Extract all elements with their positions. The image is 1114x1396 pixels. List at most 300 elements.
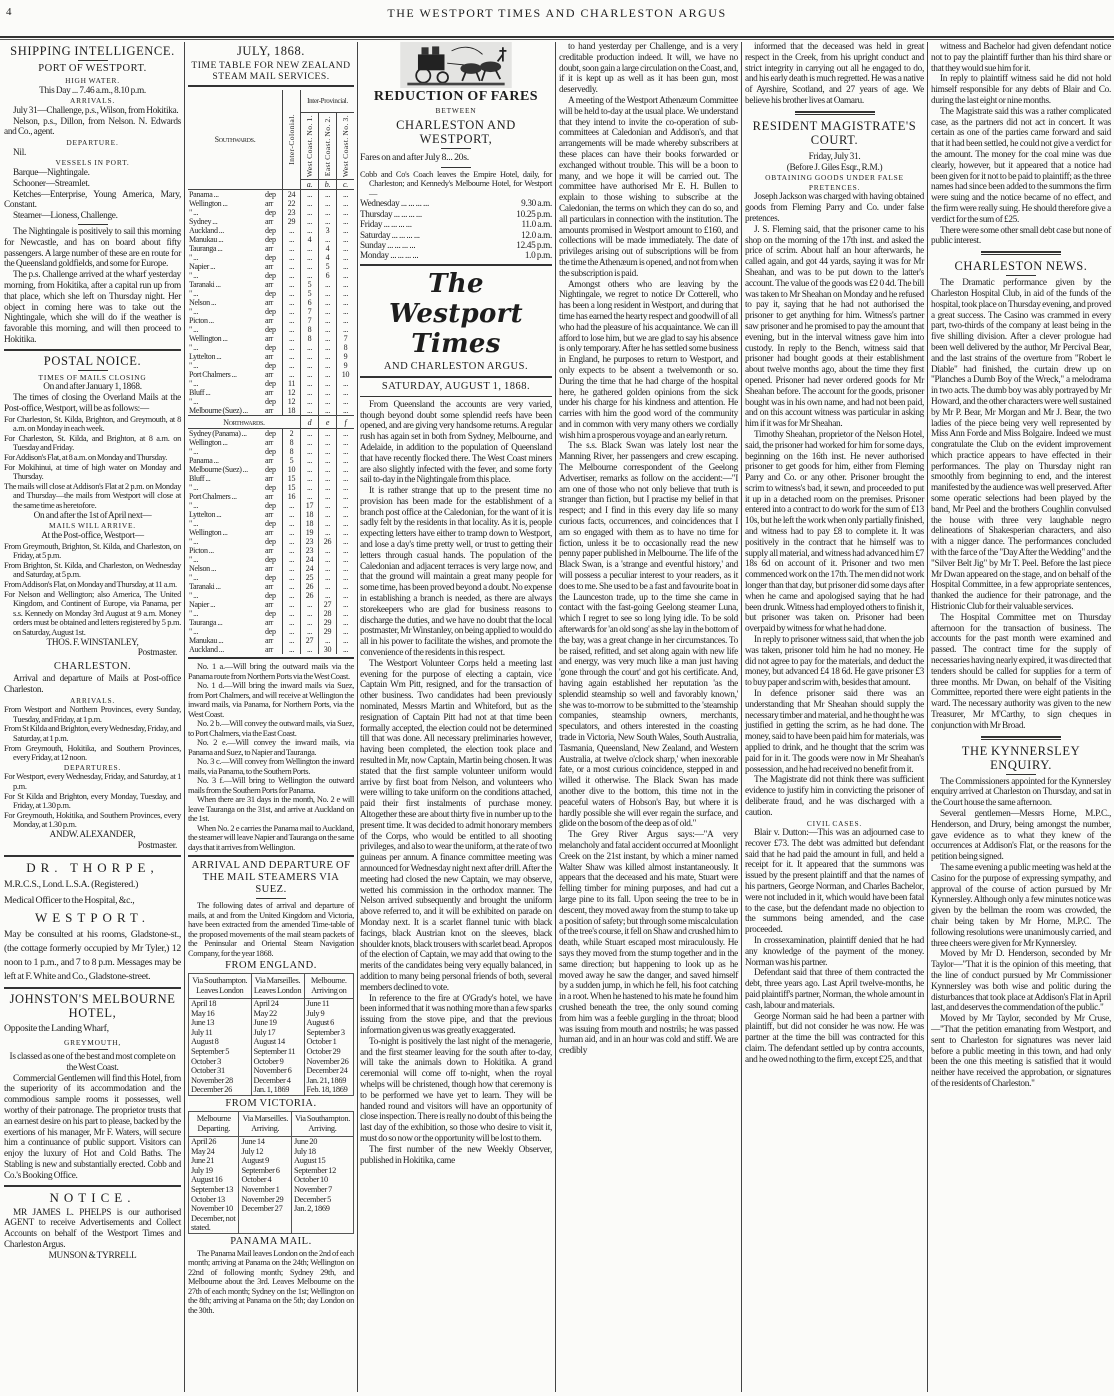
day-value: ...: [301, 456, 319, 465]
paragraph: The same evening a public meeting was held at the Casino for the purpose of expressing sympathy, and approval of the course of action pursued by Mr Kynnersley. Although only a few minutes notice was given by the bellman the room was crowded, the chair being taken by Mr Horne, M.P.C. The following resolutions were unanimously carried, and three cheers were given for Mr Kynnersley.: [931, 862, 1111, 949]
arr-dep: dep: [265, 627, 276, 636]
day-value: ...: [301, 379, 319, 388]
paragraph: The p.s. Challenge arrived at the wharf yesterday morning, from Hokitika, after a capital run up from that place, which she left on Thursday night. Her object in coming here was to take out the Nightingale, which she will do if the weather is favorable this morning, and will then proceed to Hokitika.: [4, 270, 181, 345]
paragraph: The Westport Volunteer Corps held a meeting last evening for the purpose of electing a captain, vice Captain Wm Pitt, resigned, and for the transaction of other business. Two candidates had been previously nominated, Messrs Martin and Whiteford, but as the resignation of Captain Pitt had not at that time been formally accepted, the election could not be determined till that was done. All necessary preliminaries however, having been completed, the election took place and resulted in Mr, now Captain, Martin being chosen. It was stated that the first sample volunteer uniform would arrive by first boat from Nelson, and volunteers who were willing to take uniform on the conditions attached, paid their first instalments of purchase money. Altogether these are about thirty five in number up to the present time. It was decided to admit honorary members of the Corps, who would be entitled to all shooting privileges, and also to wear the uniform, at the rate of two guineas per annum. A finance committee meeting was announced for Wednesday night next after drill. After the meeting had closed the new Captain, we may observe, wetted his commission in the orthodox manner. The Nelson arrived subsequently and brought the uniform above referred to, and it will be exhibited on parade on Monday next. It is a scarlet flannel tunic with black facings, black Austrian knot on the sleeves, black shoulder knots, black trousers with scarlet bead. Apropos of the election of Captain, we may add that owing to the merits of the candidates being very equally balanced, in addition to many being personal friends of both, several members declined to vote.: [360, 658, 552, 993]
date-entry: August 16: [191, 1175, 223, 1185]
port-name: " ...: [189, 253, 199, 262]
port-name: " ...: [189, 573, 199, 582]
day-value: ...: [337, 397, 355, 406]
day-value: 6: [301, 298, 319, 307]
ad-heading: REDUCTION OF FARES: [373, 89, 539, 104]
day-value: ...: [301, 474, 319, 483]
divider: [820, 149, 850, 150]
date-entry: November 1: [241, 1184, 280, 1194]
timetable-row: [188, 600, 354, 609]
port-name: " ...: [189, 343, 199, 352]
paragraph: Schooner—Streamlet.: [13, 178, 90, 189]
timetable-row: [188, 465, 354, 474]
date-entry: November 6: [253, 1066, 292, 1076]
port-name: " ...: [189, 483, 199, 492]
port-name: Panama ...: [189, 190, 219, 199]
timetable-row: [188, 456, 354, 465]
day-value: ...: [301, 600, 319, 609]
day-value: 16: [283, 492, 301, 501]
column-divider: [357, 42, 358, 1392]
dates-column-head: Via Southampton. Leaves London: [189, 974, 252, 999]
paragraph: A meeting of the Westport Athenæum Committee will be held to-day at the usual place. We understand that they intend to invite the co-operation of sub-committees at Caledonian and Addison's, and that arrangements will be made whereby subscribers at these places can have their books forwarded or exchanged without trouble. This will be a boon to many, and we hope it will be carried out. The committee have authorised Mr E. H. Bullen to explain to those wishing to subscribe at the Caledonian, the terms on which they can do so, and all particulars in connection with the institution. The amounts promised in Westport amount to £160, and collections will be made immediately. The date of privileges arising out of subscriptions will be from the time the Athenæum is opened, and not from when the subscription is paid.: [559, 95, 738, 279]
divider: [1006, 774, 1036, 775]
date-entry: June 20: [293, 1136, 318, 1146]
column-divider: [741, 42, 742, 1392]
timetable-row: [188, 208, 354, 217]
timetable-title: TIME TABLE FOR NEW ZEALAND STEAM MAIL SERVICES.: [191, 60, 351, 82]
timetable-row: [188, 253, 354, 262]
section-heading: CHARLESTON AND WESTPORT,: [396, 117, 516, 146]
divider: [78, 60, 108, 61]
ad-text: Opposite the Landing Wharf,: [4, 1022, 109, 1034]
day-value: ...: [337, 280, 355, 289]
day-value: ...: [301, 429, 319, 439]
day-value: ...: [337, 325, 355, 334]
divider: [188, 855, 354, 857]
list-entry: For Mokihinui, at time of high water on Monday and Thursday.: [4, 462, 181, 482]
day-value: 22: [283, 199, 301, 208]
day-value: ...: [283, 582, 301, 591]
date-entry: June 14: [241, 1136, 265, 1146]
day-value: ...: [319, 582, 337, 591]
paragraph: The Magistrate did not think there was sufficient evidence to justify him in convicting the prisoner of deliberate fraud, and he was discharged with a caution.: [745, 775, 924, 818]
day-value: ...: [283, 316, 301, 325]
small-caps-label: ARRIVALS.: [69, 695, 116, 705]
dates-body-row: [189, 999, 354, 1096]
day-value: ...: [319, 343, 337, 352]
arr-dep: arr: [265, 334, 273, 343]
list-entry: From Greymouth, Hokitika, and Southern Provinces, every Friday, at 12 noon.: [4, 743, 181, 763]
day-value: ...: [301, 645, 319, 654]
header-rule: [0, 36, 1114, 40]
port-name: Napier ...: [189, 600, 216, 609]
day-value: ...: [283, 289, 301, 298]
day-value: 30: [319, 645, 337, 654]
date-entry: June 21: [191, 1156, 215, 1166]
day-value: 5: [301, 280, 319, 289]
day-value: ...: [319, 510, 337, 519]
column-label: East Coast. No. 2.: [323, 115, 332, 177]
paragraph: No. 2 b.—Will convey the outward mails, via Suez, to Port Chalmers, via the East Coast.: [188, 719, 354, 738]
arr-dep: dep: [265, 465, 276, 474]
port-name: " ...: [189, 627, 199, 636]
day-value: ...: [337, 591, 355, 600]
timetable-row: [188, 217, 354, 226]
divider: [4, 855, 181, 857]
date-entry: August 9: [241, 1156, 269, 1166]
paragraph: July 31—Challenge, p.s., Wilson, from Hokitika.: [13, 105, 179, 116]
day-value: 15: [283, 474, 301, 483]
day-value: ...: [301, 361, 319, 370]
service-head: [337, 113, 355, 180]
paragraph: Defendant said that three of them contracted the debt, three years ago. Last April twelve-months, he paid plaintiff's partner, Norman, the whole amount in cash, labour and materials.: [745, 968, 924, 1011]
day-value: ...: [337, 546, 355, 555]
day-value: ...: [337, 262, 355, 271]
divider: [78, 370, 108, 371]
service-letter: e: [319, 416, 337, 429]
signature-line: Postmaster.: [137, 840, 177, 851]
arr-dep: arr: [265, 406, 273, 415]
day-value: ...: [319, 555, 337, 564]
arr-dep: arr: [265, 280, 273, 289]
timetable-row: [188, 352, 354, 361]
date-entry: December, not stated.: [191, 1213, 236, 1233]
paragraph: In reference to the fire at O'Grady's hotel, we have been informed that it was nothing more than a few sparks issuing from the stove pipe, and that the previous information given us was greatly exaggerated.: [360, 993, 552, 1036]
paragraph: No. 2 e.—Will convey the inward mails, via Panama and Suez, to Napier and Tauranga.: [188, 738, 354, 757]
arr-dep: dep: [265, 343, 276, 352]
day-value: 26: [301, 591, 319, 600]
port-name: " ...: [189, 447, 199, 456]
day-value: 9: [337, 352, 355, 361]
port-name: " ...: [189, 501, 199, 510]
day-value: ...: [319, 325, 337, 334]
paragraph: The following dates of arrival and departure of mails, at and from the United Kingdom and Victoria, have been extracted from the amended Time-table of the proposed movements of the mail steam packets of the Peninsular and Oriental Steam Navigation Company, for the year 1868.: [188, 901, 354, 958]
date-entry: August 8: [191, 1037, 219, 1047]
day-value: ...: [319, 217, 337, 226]
timetable-row: [188, 370, 354, 379]
day-value: ...: [283, 519, 301, 528]
port-name: Picton ...: [189, 546, 214, 555]
port-name: " ...: [189, 537, 199, 546]
date-entry: November 7: [293, 1184, 333, 1194]
day-value: 12: [283, 397, 301, 406]
date-entry: May 22: [253, 1008, 277, 1018]
day-value: ...: [337, 289, 355, 298]
port-name: Napier ...: [189, 262, 216, 271]
day-value: 23: [301, 537, 319, 546]
list-entry: For St Kilda and Brighton, every Monday, Tuesday, and Friday, at 1.30 p.m.: [4, 791, 181, 811]
day-value: ...: [301, 253, 319, 262]
port-name: Bluff ...: [189, 388, 211, 397]
arr-dep: dep: [265, 591, 276, 600]
day-value: ...: [319, 528, 337, 537]
day-value: ...: [319, 406, 337, 416]
day-value: 7: [301, 316, 319, 325]
panama-mail: [188, 1236, 354, 1316]
dates-column-head: Melbourne Departing.: [189, 1111, 239, 1136]
day-value: ...: [319, 316, 337, 325]
timetable-row: [188, 645, 354, 654]
port-name: " ...: [189, 208, 199, 217]
arr-dep: arr: [265, 600, 273, 609]
arr-dep: dep: [265, 190, 276, 199]
day-value: ...: [337, 636, 355, 645]
date-entry: October 10: [293, 1175, 328, 1185]
day-value: 8: [283, 438, 301, 447]
day-value: 5: [319, 262, 337, 271]
date-entry: September 12: [293, 1165, 337, 1175]
port-name: " ...: [189, 555, 199, 564]
dates-column: [291, 1136, 353, 1233]
port-name: Port Chalmers ...: [189, 492, 237, 501]
small-caps-label: MAILS WILL ARRIVE.: [49, 521, 136, 531]
fares-advertisement: [360, 89, 552, 266]
day-value: 18: [283, 406, 301, 416]
date-entry: October 9: [253, 1056, 284, 1066]
day-value: ...: [283, 307, 301, 316]
mail-timetable: [188, 90, 354, 654]
day-value: 5: [301, 289, 319, 298]
arr-dep: dep: [265, 226, 276, 235]
timetable-row: [188, 334, 354, 343]
paragraph: From Queensland the accounts are very varied, though beyond doubt some splendid reefs have been opened, and are giving very handsome returns. A regular rush has again set in both from Sydney, Melbourne, and Adelaide, in addition to the population of Queensland that have recently flocked there. The West Coast miners are also slightly infected with the fever, and some forty sail to-day in the Nightingale from this place.: [360, 399, 552, 486]
day-value: ...: [283, 609, 301, 618]
day-value: 7: [337, 334, 355, 343]
day-value: 19: [301, 528, 319, 537]
timetable-row: [188, 379, 354, 388]
day-value: ...: [283, 235, 301, 244]
timetable-notes: [188, 662, 354, 958]
date-entry: April 24: [253, 999, 279, 1008]
day-value: ...: [337, 582, 355, 591]
arr-dep: arr: [265, 492, 273, 501]
day-value: ...: [319, 190, 337, 200]
date-entry: October 31: [191, 1066, 225, 1076]
day-value: ...: [283, 537, 301, 546]
day-value: ...: [337, 519, 355, 528]
masthead-subtitle: AND CHARLESTON ARGUS.: [383, 360, 529, 372]
schedule-day: Thursday ... ... ... ...: [360, 208, 422, 219]
paragraph: Blair v. Dutton:—This was an adjourned case to recover £73. The debt was admitted but defendant said that he had paid the amount in full, and held a receipt for it. It appeared that the summons was issued by the present plaintiff and that the names of his partners, George Norman, and Charles Bachelor, were not included in it, which would have been fatal to the case, but the defendant made no objection to the summons being amended, and the case proceeded.: [745, 828, 924, 936]
dates-column: [251, 999, 304, 1096]
column-divider: [927, 42, 928, 1392]
day-value: ...: [301, 244, 319, 253]
day-value: ...: [319, 379, 337, 388]
day-value: ...: [319, 361, 337, 370]
port-name: " ...: [189, 361, 199, 370]
paragraph: The Magistrate said this was a rather complicated case, as the partners did not act in concert. It was certain as one of the parties came forward and said that it had been settled, he could not give a verdict for the amount. The money for the coal mine was due clearly, however, but it appeared that a notice had been given for it not to be paid to plaintiff; as the three names had since been added to the summons the firm were suing and the notice became of no effect, and the firm were really suing. He should therefore give a verdict for the sum of £25.: [931, 106, 1111, 225]
schedule-time: 12.0 a.m.: [521, 229, 552, 240]
paragraph: Nil.: [13, 147, 27, 158]
day-value: 26: [319, 537, 337, 546]
timetable-row: [188, 618, 354, 627]
dates-column: [239, 1136, 292, 1233]
day-value: ...: [283, 226, 301, 235]
small-caps-label: DEPARTURE.: [66, 138, 119, 148]
day-value: 10: [283, 465, 301, 474]
port-name: " ...: [189, 271, 199, 280]
day-value: ...: [301, 438, 319, 447]
centered-line: Friday, July 31.: [808, 151, 861, 162]
date-entry: September 3: [306, 1027, 345, 1037]
day-value: ...: [337, 537, 355, 546]
day-value: ...: [283, 343, 301, 352]
arr-dep: arr: [265, 199, 273, 208]
divider: [441, 148, 471, 149]
paragraph: MR JAMES L. PHELPS is our authorised AGENT to receive Advertisements and Collect Accounts on behalf of the Westport Times and Charleston Argus.: [4, 1207, 181, 1250]
dates-column-head: Via Southampton. Arriving.: [291, 1111, 353, 1136]
day-value: ...: [337, 429, 355, 439]
day-value: ...: [301, 352, 319, 361]
column-label: West Coast. No. 1.: [305, 114, 314, 178]
dates-column-head: Melbourne. Arriving on: [304, 974, 353, 999]
day-value: ...: [319, 307, 337, 316]
port-name: Taranaki ...: [189, 582, 221, 591]
port-name: Auckland ...: [189, 645, 224, 654]
timetable-row: [188, 636, 354, 645]
timetable-row: [188, 90, 354, 113]
day-value: ...: [337, 555, 355, 564]
list-entry: For Nelson and Wellington; also America, The United Kingdom, and Continent of Europe, via Panama, per s.s. Kennedy on Monday 3rd August at 9 a.m. Money orders must be obtained and letters registered by 5 p.m. on Saturday, August 1st.: [4, 589, 181, 637]
schedule-day: Friday ... ... ... ...: [360, 219, 412, 230]
paragraph: Timothy Sheahan, proprietor of the Nelson Hotel, said, the prisoner had worked for him for some days, beginning on the 16th inst. He never authorised prisoner to get goods for him, either from Fleming Parry and Co. or any other. Prisoner brought the scrim to witness's bad, it sewn, and proceeded to put it up in a detached room on the premises. Prisoner entered into a contract to do work for the sum of £13 10s, but he left the work when only partially finished, and witness had to pay £8 to complete it. It was positively in the contract that he himself was to supply all material, and witness had advanced him £7 18s 6d on account of it. Prisoner and two men commenced work on the 17th. The men did not work longer than that day, but prisoner did some days after when he came and apologised saying that he had been drunk. Witness had employed others to finish it, but prisoner was taken on. Prisoner had been overpaid by witness for what he had done.: [745, 429, 924, 635]
date-entry: December 4: [253, 1075, 291, 1085]
timetable-row: [188, 271, 354, 280]
arr-dep: dep: [265, 379, 276, 388]
day-value: 29: [283, 217, 301, 226]
timetable-row: [188, 361, 354, 370]
day-value: 18: [301, 519, 319, 528]
date-entry: June 19: [253, 1018, 277, 1028]
port-name: Port Chalmers ...: [189, 370, 237, 379]
date-entry: October 4: [241, 1175, 272, 1185]
timetable-row: [188, 501, 354, 510]
small-caps-label: BETWEEN: [435, 106, 477, 115]
day-value: ...: [337, 447, 355, 456]
day-value: 6: [319, 271, 337, 280]
timetable-month: JULY, 1868.: [236, 44, 306, 58]
paragraph: There were some other small debt case but none of public interest.: [931, 225, 1111, 247]
service-letter: b.: [319, 180, 337, 190]
day-value: ...: [301, 388, 319, 397]
timetable-row: [188, 325, 354, 334]
list-entry: Cobb and Co's Coach leaves the Empire Hotel, daily, for Charleston; and Kennedy's Melbourne Hotel, for Westport—: [360, 169, 552, 198]
sub-heading: PORT OF WESTPORT.: [38, 63, 147, 74]
paragraph: The Grey River Argus says:—"A very melancholy and fatal accident occurred at Moonlight Creek on the 21st instant, by which a miner named Walter Shaw was killed almost instantaneously. It appears that the deceased and his mate, Stuart were felling timber for mining purposes, and had cut a large pine to its fall. Upon seeing the tree to be in descent, they moved away from the stump to take up a position of safety; but through some miscalculation of the tree's course, it fell on Shaw and crushed him to death, while Stuart escaped most miraculously. He says they moved from the stump together and in the same direction; but happening to look up as he moved away he saw the danger, and saved himself by a sudden jump, in which he fell, his foot catching in a root. When he hastened to his mate he found him crushed beneath the tree, the only sound coming from him was a feeble gurgling in the throat; blood was issuing from mouth and nostrils; he was passed human aid, and in an hour was cold and stiff. We are credibly: [559, 830, 738, 1057]
paragraph: Commercial Gentlemen will find this Hotel, from the superiority of its accommodation and the commodious sample rooms it possesses, well worthy of their patronage. The proprietor trusts that an earnest desire on his part to please, backed by the exertions of his manager, Mr F. Waters, will secure him a continuance of public support. Visitors can enjoy the luxury of Hot and Cold Baths. The Stabling is new and substantially erected. Cobb and Co.'s Booking Office.: [4, 1073, 181, 1181]
day-value: ...: [337, 474, 355, 483]
dates-column-head: Via Marseilles. Arriving.: [239, 1111, 292, 1136]
timetable-row: [188, 289, 354, 298]
day-value: ...: [337, 600, 355, 609]
arr-dep: arr: [265, 316, 273, 325]
arr-dep: arr: [265, 528, 273, 537]
from-victoria-table: [188, 1111, 354, 1234]
ad-display-line: DR. THORPE,: [26, 859, 159, 875]
column-label: West Coast. No. 3.: [341, 114, 350, 178]
paragraph: In crossexamination, plaintiff denied that he had any knowledge of the payment of the money. Norman was his partner.: [745, 936, 924, 968]
day-value: ...: [337, 226, 355, 235]
coach-illustration: [360, 42, 552, 88]
port-name: Wellington ...: [189, 438, 228, 447]
day-value: ...: [283, 573, 301, 582]
column-court: [745, 42, 924, 1066]
service-head: [319, 113, 337, 180]
timetable-row: [188, 510, 354, 519]
editorial-text: [360, 400, 552, 1167]
day-value: ...: [337, 208, 355, 217]
day-value: 11: [283, 379, 301, 388]
from-victoria-title: FROM VICTORIA.: [225, 1097, 317, 1109]
arr-dep: dep: [265, 555, 276, 564]
day-value: ...: [319, 352, 337, 361]
divider: [4, 349, 181, 351]
ad-display-line: WESTPORT.: [34, 909, 151, 925]
day-value: ...: [283, 618, 301, 627]
day-value: ...: [337, 271, 355, 280]
small-caps-label: OBTAINING GOODS UNDER FALSE PRETENCES.: [765, 173, 904, 192]
timetable-row: [188, 591, 354, 600]
day-value: 7: [301, 307, 319, 316]
date-entry: August 15: [293, 1156, 326, 1166]
arr-dep: arr: [265, 582, 273, 591]
day-value: ...: [301, 618, 319, 627]
arr-dep: arr: [265, 262, 273, 271]
paragraph: witness and Bachelor had given defendant notice not to pay the plaintiff further than his third share or that they would sue him for it.: [931, 42, 1111, 74]
paragraph: It is rather strange that up to the present time no provision has been made for the establishment of a branch post office at the Caledonian, for the want of it is sadly felt by the residents in that locality. As it is, people expecting letters have either to tramp down to Westport, and lose a day's time pretty well, or trust to getting their letters through casual hands. The population of the Caledonian and adjacent terraces is very large now, and that the ground will maintain a great many people for some time, has been proved beyond a doubt. No expense in establishing a branch is needed, as there are always storekeepers who are glad for business reasons to discharge the duties, and we have no doubt that the local postmaster, Mr Winstanley, on being applied to would do all in his power to facilitate the wishes, and promote the convenience of the residents in this respect.: [360, 486, 552, 659]
day-value: ...: [319, 429, 337, 439]
day-value: ...: [319, 370, 337, 379]
arr-dep: arr: [265, 636, 273, 645]
day-value: ...: [283, 361, 301, 370]
day-value: ...: [337, 510, 355, 519]
date-entry: July 18: [293, 1146, 316, 1156]
schedule-day: Saturday ... ... ... ...: [360, 229, 420, 240]
dates-column-head: Via Marseilles. Leaves London: [251, 974, 304, 999]
day-value: 29: [319, 627, 337, 636]
arr-dep: arr: [265, 438, 273, 447]
timetable-row: [188, 429, 354, 439]
paragraph: Ketches—Enterprise, Young America, Mary, Constant.: [4, 189, 181, 211]
paragraph: Arrival and departure of Mails at Post-office Charleston.: [4, 674, 181, 695]
port-name: Nelson ...: [189, 564, 217, 573]
port-name: " ...: [189, 325, 199, 334]
intercolonial-head: [283, 90, 301, 190]
timetable-row: [188, 190, 354, 200]
paragraph: In reply to plaintiff witness said he did not hold himself responsible for any debts of Blair and Co. during the last eight or nine months.: [931, 74, 1111, 106]
timetable-row: [188, 406, 354, 416]
date-entry: September 11: [253, 1046, 296, 1056]
date-entry: August 6: [306, 1018, 335, 1028]
arr-dep: arr: [265, 352, 273, 361]
port-name: Taranaki ...: [189, 280, 221, 289]
small-caps-label: ARRIVALS.: [69, 96, 116, 106]
arr-dep: arr: [265, 474, 273, 483]
section-heading: CHARLESTON NEWS.: [954, 259, 1088, 274]
day-value: ...: [319, 465, 337, 474]
day-value: ...: [301, 262, 319, 271]
section-heading: RESIDENT MAGISTRATE'S COURT.: [752, 118, 917, 147]
timetable-row: [188, 537, 354, 546]
arr-dep: arr: [265, 388, 273, 397]
schedule-row: [360, 250, 552, 260]
arr-dep: arr: [265, 298, 273, 307]
port-name: Lyttelton ...: [189, 510, 222, 519]
port-name: Wellington ...: [189, 334, 228, 343]
timetable-row: [188, 609, 354, 618]
date-entry: Jan. 1, 1869: [253, 1085, 290, 1095]
paragraph: The Panama Mail leaves London on the 2nd of each month; arriving at Panama on the 24th; Wellington on 22nd of following month; Sydney 29th, and Melbourne about the 3rd. Leaves Melbourne on the 27th of each month; Sydney on the 1st; Wellington on the 8th; arriving at Panama on the 5th; day London on the 30th.: [188, 1248, 354, 1315]
arr-dep: arr: [265, 564, 273, 573]
day-value: ...: [319, 636, 337, 645]
day-value: 12: [283, 388, 301, 397]
arr-dep: dep: [265, 447, 276, 456]
arr-dep: arr: [265, 370, 273, 379]
port-name: " ...: [189, 609, 199, 618]
paragraph: Barque—Nightingale.: [13, 167, 90, 178]
list-entry: From Brighton, St. Kilda, and Charleston, on Wednesday and Saturday, at 5 p.m.: [4, 560, 181, 580]
day-value: ...: [283, 627, 301, 636]
day-value: 4: [301, 235, 319, 244]
dates-column: [189, 1136, 239, 1233]
sub-heading: CHARLESTON.: [53, 661, 132, 673]
port-name: Picton ...: [189, 316, 214, 325]
